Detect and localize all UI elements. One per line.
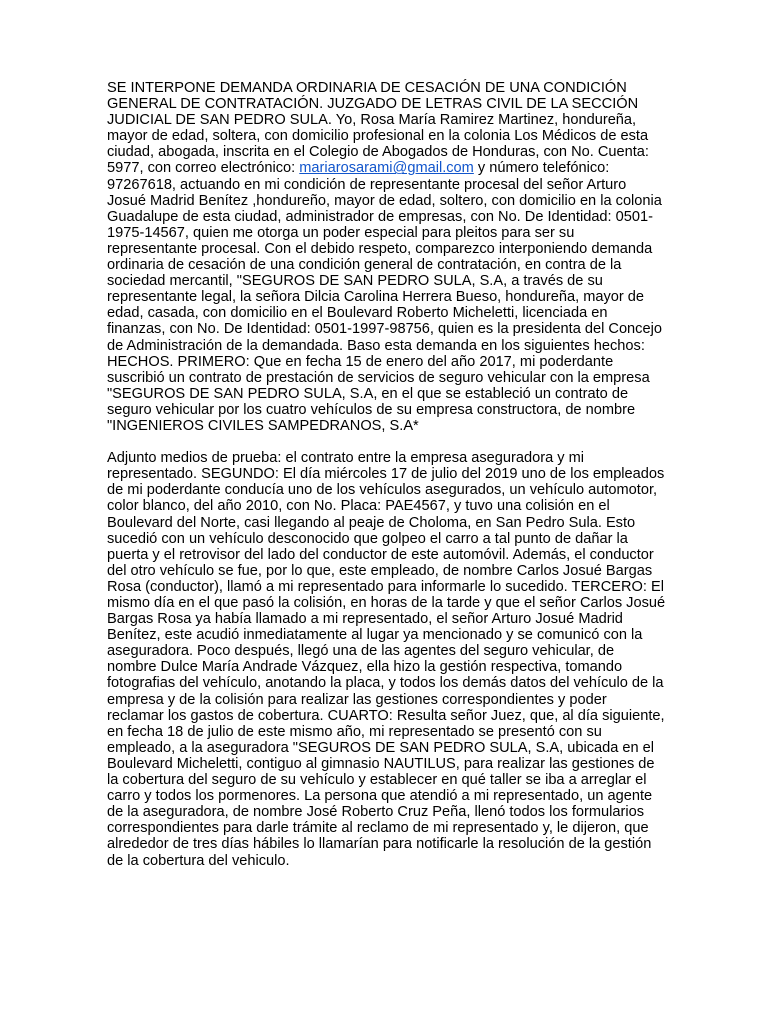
paragraph-1-text-end: y número telefónico: 97267618, actuando en mi condición de representante procesal del señor Arturo Josué Madrid Benítez ,hondureño, mayor de edad, soltero, con domicilio en la colonia Guadalupe de esta ciudad, administrador de empresas, con No. De Identidad: 0501-1975-14567, quien me otorga un poder especial para pleitos para ser su representante procesal. Con el debido respeto, comparezco interponiendo demanda ordinaria de cesación de una condición general de contratación, en contra de la sociedad mercantil, "SEGUROS DE SAN PEDRO SULA, S.A, a través de su representante legal, la señora Dilcia Carolina Herrera Bueso, hondureña, mayor de edad, casada, con domicilio en el Boulevard Roberto Micheletti, licenciada en finanzas, con No. De Identidad: 0501-1997-98756, quien es la presidenta del Concejo de Administración de la demandada. Baso esta demanda en los siguientes hechos: HECHOS. PRIMERO: Que en fecha 15 de enero del año 2017, mi poderdante suscribió un contrato de prestación de servicios de seguro vehicular con la empresa "SEGUROS DE SAN PEDRO SULA, S.A, en el que se estableció un contrato de seguro vehicular por los cuatro vehículos de su empresa constructora, de nombre "INGENIEROS CIVILES SAMPEDRANOS, S.A* [107, 160, 662, 434]
paragraph-evidence-facts: Adjunto medios de prueba: el contrato entre la empresa aseguradora y mi representado. SEGUNDO: El día miércoles 17 de julio del 2019 uno de los empleados de mi poderdante conducía uno de los vehículos asegurados, un vehículo automotor, color blanco, del año 2010, con No. Placa: PAE4567, y tuvo una colisión en el Boulevard del Norte, casi llegando al peaje de Choloma, en San Pedro Sula. Esto sucedió con un vehículo desconocido que golpeo el carro a tal punto de dañar la puerta y el retrovisor del lado del conductor de este automóvil. Además, el conductor del otro vehículo se fue, por lo que, este empleado, de nombre Carlos Josué Bargas Rosa (conductor), llamó a mi representado para informarle lo sucedido. TERCERO: El mismo día en el que pasó la colisión, en horas de la tarde y que el señor Carlos Josué Bargas Rosa ya había llamado a mi representado, el señor Arturo Josué Madrid Benítez, este acudió inmediatamente al lugar ya mencionado y se comunicó con la aseguradora. Poco después, llegó una de las agentes del seguro vehicular, de nombre Dulce María Andrade Vázquez, ella hizo la gestión respectiva, tomando fotografias del vehículo, anotando la placa, y todos los demás datos del vehículo de la empresa y de la colisión para realizar las gestiones correspondientes y poder reclamar los gastos de cobertura. CUARTO: Resulta señor Juez, que, al día siguiente, en fecha 18 de julio de este mismo año, mi representado se presentó con su empleado, a la aseguradora "SEGUROS DE SAN PEDRO SULA, S.A, ubicada en el Boulevard Micheletti, contiguo al gimnasio NAUTILUS, para realizar las gestiones de la cobertura del seguro de su vehículo y establecer en qué taller se iba a arreglar el carro y todos los pormenores. La persona que atendió a mi representado, un agente de la aseguradora, de nombre José Roberto Cruz Peña, llenó todos los formularios correspondientes para darle trámite al reclamo de mi representado y, le dijeron, que alrededor de tres días hábiles lo llamarían para notificarle la resolución de la gestión de la cobertura del vehiculo. [107, 450, 666, 869]
email-link[interactable]: mariarosarami@gmail.com [299, 160, 474, 177]
paragraph-1-text-start: SE INTERPONE DEMANDA ORDINARIA DE CESACIÓN DE UNA CONDICIÓN GENERAL DE CONTRATACIÓN. JUZGADO DE LETRAS CIVIL DE LA SECCIÓN JUDICIAL DE SAN PEDRO SULA. Yo, Rosa María Ramirez Martinez, hondureña, mayor de edad, soltera, con domicilio profesional en la colonia Los Médicos de esta ciudad, abogada, inscrita en el Colegio de Abogados de Honduras, con No. Cuenta: 5977, con correo electrónico: [107, 80, 649, 177]
paragraph-demand-intro [107, 80, 667, 434]
document-page [107, 80, 667, 869]
